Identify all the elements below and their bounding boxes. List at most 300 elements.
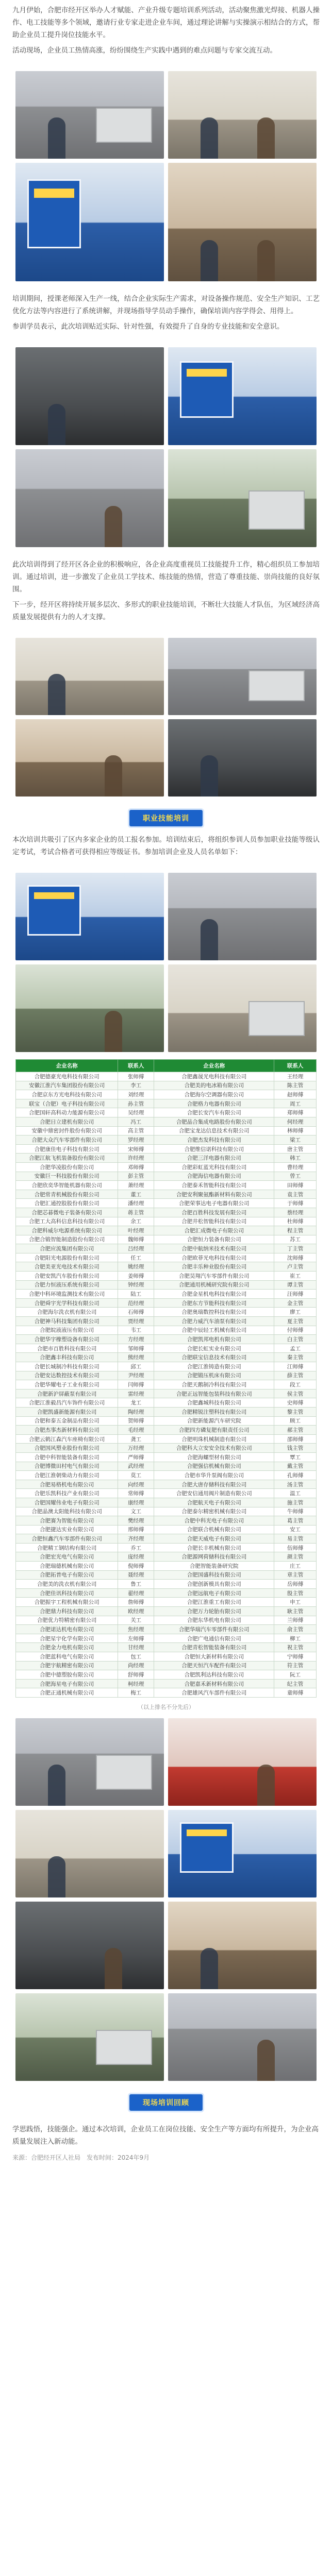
table-cell: 合肥江淮重工有限公司	[154, 1598, 274, 1607]
table-cell: 柯经理	[118, 1679, 154, 1688]
section-title-label: 职业技能培训	[129, 810, 203, 826]
table-cell: 樊经理	[118, 1516, 154, 1526]
table-cell: 合肥恒鑫汽车零部件有限公司	[16, 1534, 118, 1544]
intro-paragraph-2: 活动现场，企业员工热情高涨，纷纷围绕生产实践中遇到的难点问题与专家交流互动。	[12, 46, 277, 55]
table-cell: 合肥海螺型材有限公司	[154, 1452, 274, 1462]
table-cell: 吕经理	[118, 1244, 154, 1253]
table-cell: 合肥欧菲光电科技有限公司	[154, 1253, 274, 1262]
table-cell: 庄工	[274, 1562, 317, 1571]
table-cell: 章主管	[274, 1570, 317, 1580]
table-cell: 合肥京东方光电科技有限公司	[16, 1090, 118, 1099]
table-cell: 包工	[118, 1652, 154, 1662]
table-cell: 姜师傅	[118, 1272, 154, 1281]
table-cell: 舒师傅	[118, 1670, 154, 1680]
table-cell: 邵师傅	[274, 1434, 317, 1444]
table-cell: 合肥安达数控技术有限公司	[16, 1371, 118, 1380]
table-cell: 魏师傅	[118, 1235, 154, 1244]
table-cell: 合肥凯盛新能源有限公司	[16, 1407, 118, 1416]
table-row	[16, 1208, 317, 1217]
table-cell: 武经理	[118, 1462, 154, 1471]
table-cell: 合肥合锻智能制造股份有限公司	[16, 1235, 118, 1244]
table-row	[16, 1444, 317, 1453]
table-cell: 乔工	[118, 1543, 154, 1552]
closing-text	[0, 2116, 332, 2153]
table-cell: 合肥青松智能装备有限公司	[154, 1643, 274, 1652]
table-row	[16, 1136, 317, 1145]
table-cell: 姚经理	[118, 1262, 154, 1272]
table-cell: 合肥中德塑胶有限公司	[16, 1670, 118, 1680]
table-cell: 合肥荣事达电子电器有限公司	[154, 1199, 274, 1208]
table-cell: 合肥宝龙达信息技术有限公司	[154, 1126, 274, 1136]
table-row	[16, 1362, 317, 1371]
table-row	[16, 1434, 317, 1444]
table-cell: 梅工	[118, 1688, 154, 1698]
table-cell: 合肥乐凯科技产业有限公司	[16, 1489, 118, 1498]
table-header-row	[16, 1060, 317, 1072]
table-cell: 合肥正远智能包装科技有限公司	[154, 1389, 274, 1398]
training-photo	[168, 1718, 317, 1806]
table-cell: 合肥日立建机有限公司	[16, 1117, 118, 1126]
training-photo	[15, 1993, 164, 2081]
table-row	[16, 1353, 317, 1362]
table-cell: 孔师傅	[274, 1471, 317, 1480]
table-cell: 合肥正通机械有限公司	[16, 1688, 118, 1698]
table-cell: 合肥恒力装备有限公司	[154, 1235, 274, 1244]
table-cell: 冯工	[118, 1117, 154, 1126]
photo-grid-3	[0, 634, 332, 801]
table-cell: 龚工	[118, 1434, 154, 1444]
table-cell: 合肥华凌股份有限公司	[16, 1162, 118, 1172]
table-cell: 方经理	[118, 1335, 154, 1344]
paragraph-block-3	[0, 551, 332, 634]
table-cell: 高主管	[118, 1126, 154, 1136]
closing-paragraph: 学思践悟，技能强企。通过本次培训，企业员工在岗位技能、安全生产等方面均有所提升，为企业高质量发展注入新动能。	[12, 2125, 319, 2146]
table-cell: 汪师傅	[274, 1290, 317, 1299]
table-cell: 合肥杰发科技有限公司	[154, 1136, 274, 1145]
table-row	[16, 1652, 317, 1662]
table-cell: 闫师傅	[118, 1380, 154, 1389]
training-photo	[15, 1902, 164, 1989]
table-cell: 合肥云鹤江森汽车座椅有限公司	[16, 1434, 118, 1444]
table-cell: 合肥华宇橡塑设备有限公司	[16, 1335, 118, 1344]
table-row	[16, 1598, 317, 1607]
photo-grid-5	[0, 1714, 332, 2085]
table-cell: 申工	[274, 1598, 317, 1607]
table-cell: 合肥精锐注塑科技有限公司	[154, 1407, 274, 1416]
table-cell: 汤主管	[274, 1480, 317, 1489]
table-cell: 殷主管	[274, 1588, 317, 1598]
table-cell: 童师傅	[274, 1688, 317, 1698]
table-cell: 合肥江淮毅昌汽车饰件有限公司	[16, 1398, 118, 1408]
table-cell: 邢师傅	[118, 1525, 154, 1534]
table-cell: 合肥中科智能装备有限公司	[16, 1452, 118, 1462]
table-row	[16, 1280, 317, 1290]
table-cell: 聂经理	[118, 1570, 154, 1580]
table-row	[16, 1117, 317, 1126]
table-cell: 合肥力威汽车油泵有限公司	[154, 1317, 274, 1326]
section-title-label: 现场培训回顾	[129, 2094, 203, 2111]
table-row	[16, 1344, 317, 1353]
table-cell: 余工	[118, 1217, 154, 1226]
table-cell: 常师傅	[118, 1489, 154, 1498]
table-cell: 崔工	[274, 1272, 317, 1281]
table-row	[16, 1190, 317, 1199]
table-cell: 合肥安利聚氨酯新材料有限公司	[154, 1190, 274, 1199]
table-cell: 耿主管	[274, 1607, 317, 1616]
table-cell: 合肥创新模具有限公司	[154, 1580, 274, 1589]
table-cell: 合肥华耀电子工业有限公司	[16, 1380, 118, 1389]
table-cell: 合肥泰尔精密机械有限公司	[154, 1507, 274, 1516]
table-row	[16, 1398, 317, 1408]
table-cell: 关工	[118, 1616, 154, 1625]
table-cell: 合肥恒大新材料有限公司	[154, 1652, 274, 1662]
table-row	[16, 1108, 317, 1117]
table-cell: 合肥维信诺科技有限公司	[154, 1144, 274, 1154]
table-cell: 焦经理	[118, 1625, 154, 1634]
table-cell: 纪主管	[274, 1679, 317, 1688]
table-cell: 符主管	[274, 1661, 317, 1670]
table-row	[16, 1217, 317, 1226]
table-cell: 合肥华瑞汽车零部件有限公司	[154, 1625, 274, 1634]
table-row	[16, 1489, 317, 1498]
table-cell: 莫工	[118, 1471, 154, 1480]
table-cell: 合肥大唐存储科技有限公司	[154, 1480, 274, 1489]
table-cell: 俞主管	[274, 1625, 317, 1634]
table-cell: 向经理	[118, 1480, 154, 1489]
paragraph: 下一步，经开区将持续开展多层次、多形式的职业技能培训，不断壮大技能人才队伍，为区域经济高质量发展提供有力的人才支撑。	[12, 601, 320, 621]
table-cell: 萧经理	[118, 1181, 154, 1190]
table-cell: 合肥市百胜科技有限公司	[16, 1344, 118, 1353]
table-cell: 林师傅	[274, 1126, 317, 1136]
table-cell: 合肥鼎力科技有限公司	[16, 1607, 118, 1616]
table-cell: 伍师傅	[274, 1543, 317, 1552]
table-cell: 易主管	[274, 1534, 317, 1544]
table-cell: 柳工	[274, 1634, 317, 1643]
table-row	[16, 1090, 317, 1099]
table-cell: 鲁工	[118, 1580, 154, 1589]
table-cell: 苏工	[274, 1235, 317, 1244]
table-cell: 付师傅	[274, 1326, 317, 1335]
table-cell: 邹师傅	[118, 1344, 154, 1353]
table-cell: 卢主管	[274, 1262, 317, 1272]
table-cell: 合肥鑫丰科技有限公司	[16, 1353, 118, 1362]
table-cell: 合肥长安汽车有限公司	[154, 1108, 274, 1117]
table-cell: 曹经理	[274, 1162, 317, 1172]
table-row	[16, 1244, 317, 1253]
table-row	[16, 1543, 317, 1552]
table-cell: 合肥国轩高科动力能源有限公司	[16, 1108, 118, 1117]
table-row	[16, 1308, 317, 1317]
table-row	[16, 1181, 317, 1190]
table-cell: 合肥奥瑞数控科技有限公司	[154, 1308, 274, 1317]
table-cell: 合肥佳讯科技有限公司	[16, 1588, 118, 1598]
table-cell: 秦主管	[274, 1353, 317, 1362]
table-row	[16, 1172, 317, 1181]
table-cell: 郑师傅	[274, 1108, 317, 1117]
table-cell: 邓师傅	[118, 1162, 154, 1172]
table-cell: 于师傅	[274, 1199, 317, 1208]
table-cell: 何经理	[274, 1117, 317, 1126]
table-cell: 联宝（合肥）电子科技有限公司	[16, 1099, 118, 1108]
table-cell: 孟工	[274, 1344, 317, 1353]
table-cell: 合肥芯碁微电子装备有限公司	[16, 1208, 118, 1217]
column-header: 联系人	[118, 1060, 154, 1072]
table-cell: 合肥国风塑业股份有限公司	[16, 1444, 118, 1453]
table-caption: （以上排名不分先后）	[138, 1703, 194, 1710]
table-cell: 合肥和泰五金制品有限公司	[16, 1416, 118, 1426]
table-cell: 郝主管	[274, 1426, 317, 1435]
table-cell: 合肥科威尔电源系统有限公司	[16, 1226, 118, 1235]
table-cell: 合肥中航纳米技术有限公司	[154, 1244, 274, 1253]
table-cell: 合肥明珠机械制造有限公司	[154, 1434, 274, 1444]
roster-table	[15, 1059, 317, 1698]
table-cell: 安工	[274, 1525, 317, 1534]
table-cell: 合肥美的洗衣机有限公司	[16, 1580, 118, 1589]
table-cell: 合肥强信机械有限公司	[154, 1462, 274, 1471]
table-cell: 廖工	[274, 1308, 317, 1317]
table-cell: 欧经理	[118, 1607, 154, 1616]
paragraph-block-4	[0, 832, 332, 869]
table-cell: 翟经理	[118, 1588, 154, 1598]
table-row	[16, 1262, 317, 1272]
table-row	[16, 1072, 317, 1081]
table-row	[16, 1452, 317, 1462]
training-photo	[168, 964, 317, 1052]
table-cell: 邱工	[118, 1362, 154, 1371]
table-row	[16, 1634, 317, 1643]
table-cell: 合肥赛为智能有限公司	[16, 1516, 118, 1526]
table-cell: 白主管	[274, 1335, 317, 1344]
table-cell: 合肥力恒液压系统有限公司	[16, 1280, 118, 1290]
table-cell: 合肥昊翔汽车零部件有限公司	[154, 1272, 274, 1281]
table-row	[16, 1616, 317, 1625]
table-row	[16, 1525, 317, 1534]
table-cell: 合肥应流集团有限公司	[16, 1244, 118, 1253]
table-row	[16, 1317, 317, 1326]
table-cell: 合肥海尔空调器有限公司	[154, 1090, 274, 1099]
table-cell: 程主管	[274, 1226, 317, 1235]
table-cell: 合肥三洋电器有限公司	[154, 1154, 274, 1163]
training-photo	[168, 1810, 317, 1897]
training-photo	[168, 347, 317, 445]
table-cell: 合肥泰禾智能科技有限公司	[154, 1181, 274, 1190]
table-cell: 夏主管	[274, 1317, 317, 1326]
table-cell: 合肥振宇工程机械有限公司	[16, 1598, 118, 1607]
training-photo	[168, 873, 317, 960]
table-cell: 合肥四方磷复肥有限责任公司	[154, 1426, 274, 1435]
table-cell: 彭主管	[118, 1172, 154, 1181]
table-cell: 兰师傅	[274, 1616, 317, 1625]
table-row	[16, 1099, 317, 1108]
table-cell: 合肥国盛科技有限公司	[154, 1570, 274, 1580]
table-cell: 岳师傅	[274, 1580, 317, 1589]
training-photo	[15, 873, 164, 960]
table-row	[16, 1326, 317, 1335]
paragraph-block-2	[0, 285, 332, 343]
table-cell: 合肥凯邦电机有限公司	[154, 1335, 274, 1344]
table-cell: 合肥新能源汽车研究院	[154, 1416, 274, 1426]
table-cell: 万经理	[118, 1444, 154, 1453]
column-header: 企业名称	[16, 1060, 118, 1072]
table-cell: 合肥皖液液压有限公司	[16, 1326, 118, 1335]
table-cell: 施主管	[274, 1498, 317, 1507]
table-cell: 合肥神马科技集团有限公司	[16, 1317, 118, 1326]
training-photo	[15, 719, 164, 796]
table-cell: 合肥通用机械研究院有限公司	[154, 1280, 274, 1290]
table-row	[16, 1688, 317, 1698]
table-cell: 石师傅	[118, 1308, 154, 1317]
table-cell: 葛主管	[274, 1516, 317, 1526]
table-cell: 安徽江淮汽车集团股份有限公司	[16, 1081, 118, 1090]
table-cell: 贺师傅	[118, 1416, 154, 1426]
table-cell: 贾经理	[118, 1317, 154, 1326]
table-cell: 合肥工大高科信息科技有限公司	[16, 1217, 118, 1226]
table-cell: 许经理	[118, 1154, 154, 1163]
table-cell: 合肥东华机电有限公司	[154, 1616, 274, 1625]
table-cell: 合肥新沪屏蔽泵有限公司	[16, 1389, 118, 1398]
table-cell: 齐经理	[118, 1534, 154, 1544]
table-cell: 合肥海星电子有限公司	[16, 1679, 118, 1688]
table-cell: 戴主管	[274, 1462, 317, 1471]
training-photo	[168, 71, 317, 159]
table-cell: 刘经理	[118, 1090, 154, 1099]
table-cell: 合肥精工钢结构有限公司	[16, 1543, 118, 1552]
table-cell: 段工	[274, 1380, 317, 1389]
table-row	[16, 1679, 317, 1688]
table-cell: 金主管	[274, 1298, 317, 1308]
table-cell: 合肥丰乐种业股份有限公司	[154, 1262, 274, 1272]
table-row	[16, 1670, 317, 1680]
table-cell: 合肥金星机电科技有限公司	[154, 1290, 274, 1299]
table-row	[16, 1199, 317, 1208]
table-row	[16, 1298, 317, 1308]
table-cell: 雷经理	[118, 1389, 154, 1398]
intro-text	[0, 0, 332, 67]
roster-table-body	[16, 1072, 317, 1698]
paragraph: 参训学员表示，此次培训贴近实际、针对性强，有效提升了自身的专业技能和安全意识。	[12, 323, 284, 331]
table-cell: 合肥江淮朝柴动力有限公司	[16, 1471, 118, 1480]
table-cell: 合肥瑞德机械有限公司	[16, 1562, 118, 1571]
table-cell: 熊经理	[118, 1353, 154, 1362]
table-cell: 合肥江淮铸造有限公司	[154, 1362, 274, 1371]
table-cell: 严师傅	[118, 1452, 154, 1462]
training-photo	[168, 449, 317, 547]
table-cell: 李工	[118, 1081, 154, 1090]
table-row	[16, 1389, 317, 1398]
table-cell: 甘经理	[118, 1643, 154, 1652]
table-cell: 陈主管	[274, 1081, 317, 1090]
table-cell: 合肥星宇化学有限公司	[16, 1634, 118, 1643]
table-cell: 丁主管	[274, 1244, 317, 1253]
photo-grid-1	[0, 67, 332, 285]
table-row	[16, 1235, 317, 1244]
table-row	[16, 1226, 317, 1235]
table-row	[16, 1380, 317, 1389]
table-cell: 合肥美的电冰箱有限公司	[154, 1081, 274, 1090]
table-cell: 合肥百胜科技发展有限公司	[154, 1208, 274, 1217]
table-cell: 合肥鑫晟光电科技有限公司	[154, 1072, 274, 1081]
table-row	[16, 1126, 317, 1136]
table-row	[16, 1416, 317, 1426]
table-cell: 合肥联宝信息技术有限公司	[154, 1353, 274, 1362]
table-cell: 史师傅	[274, 1398, 317, 1408]
training-photo	[168, 638, 317, 715]
table-cell: 合肥博微田村电气有限公司	[16, 1462, 118, 1471]
table-cell: 合肥航天电子有限公司	[154, 1498, 274, 1507]
photo-grid-2	[0, 343, 332, 551]
table-row	[16, 1507, 317, 1516]
table-cell: 合肥锻压机床有限公司	[154, 1371, 274, 1380]
table-cell: 尹经理	[118, 1371, 154, 1380]
table-cell: 合肥广电通信有限公司	[154, 1634, 274, 1643]
table-cell: 罗经理	[118, 1136, 154, 1145]
table-cell: 合肥拓普电子有限公司	[16, 1570, 118, 1580]
table-row	[16, 1480, 317, 1489]
table-cell: 合肥江航飞机装备股份有限公司	[16, 1154, 118, 1163]
table-cell: 尚经理	[118, 1661, 154, 1670]
table-row	[16, 1580, 317, 1589]
table-cell: 顾工	[274, 1416, 317, 1426]
table-cell: 合肥天威电子有限公司	[154, 1534, 274, 1544]
table-cell: 陆工	[118, 1290, 154, 1299]
table-cell: 韦工	[118, 1326, 154, 1335]
table-row	[16, 1534, 317, 1544]
table-cell: 温工	[274, 1489, 317, 1498]
table-cell: 詹师傅	[118, 1598, 154, 1607]
table-cell: 合肥雄风汽车部件有限公司	[154, 1688, 274, 1698]
table-cell: 颜主管	[274, 1552, 317, 1562]
table-row	[16, 1471, 317, 1480]
table-cell: 庞经理	[118, 1552, 154, 1562]
table-cell: 蒋主管	[118, 1208, 154, 1217]
training-photo	[15, 1810, 164, 1897]
table-cell: 合肥易格机电有限公司	[16, 1480, 118, 1489]
table-cell: 毛经理	[118, 1426, 154, 1435]
table-row	[16, 1253, 317, 1262]
table-cell: 合肥诺达机电有限公司	[16, 1625, 118, 1634]
table-cell: 张师傅	[118, 1072, 154, 1081]
table-cell: 赵师傅	[274, 1090, 317, 1099]
table-cell: 合肥中辰轻工机械有限公司	[154, 1326, 274, 1335]
table-cell: 合肥安信通用阀片制造有限公司	[154, 1489, 274, 1498]
table-cell: 侯主管	[274, 1389, 317, 1398]
table-cell: 合肥格力电器有限公司	[154, 1099, 274, 1108]
table-cell: 合肥海尔洗衣机有限公司	[16, 1308, 118, 1317]
table-row	[16, 1426, 317, 1435]
table-row	[16, 1081, 317, 1090]
table-cell: 袁主管	[274, 1190, 317, 1199]
table-row	[16, 1562, 317, 1571]
paragraph: 此次培训得到了经开区各企业的积极响应，各企业高度重视员工技能提升工作，精心组织员工参加培训。通过培训，进一步激发了企业员工学技术、练技能的热情，营造了尊重技能、崇尚技能的良好氛围。	[12, 561, 320, 594]
table-cell: 左师傅	[118, 1634, 154, 1643]
table-cell: 江师傅	[274, 1362, 317, 1371]
table-cell: 合肥鑫城科技有限公司	[154, 1398, 274, 1408]
table-cell: 龙工	[118, 1398, 154, 1408]
table-cell: 杜师傅	[274, 1217, 317, 1226]
table-cell: 合肥晶澳太阳能科技有限公司	[16, 1507, 118, 1516]
table-cell: 合肥远航电子有限公司	[154, 1588, 274, 1598]
table-row	[16, 1144, 317, 1154]
table-cell: 钱主管	[274, 1444, 317, 1453]
table-cell: 合肥长虹实业有限公司	[154, 1344, 274, 1353]
table-row	[16, 1407, 317, 1416]
section-title-1	[0, 801, 332, 832]
paragraph: 本次培训共吸引了区内多家企业的员工报名参加。培训结束后，将组织参训人员参加职业技能等级认定考试，考试合格者可获得相应等级证书。参加培训企业及人员名单如下：	[12, 836, 320, 856]
table-cell: 谭主管	[274, 1280, 317, 1290]
table-cell: 潘经理	[118, 1199, 154, 1208]
roster-table-container	[0, 1056, 332, 1698]
table-cell: 合肥彩虹蓝光科技有限公司	[154, 1162, 274, 1172]
